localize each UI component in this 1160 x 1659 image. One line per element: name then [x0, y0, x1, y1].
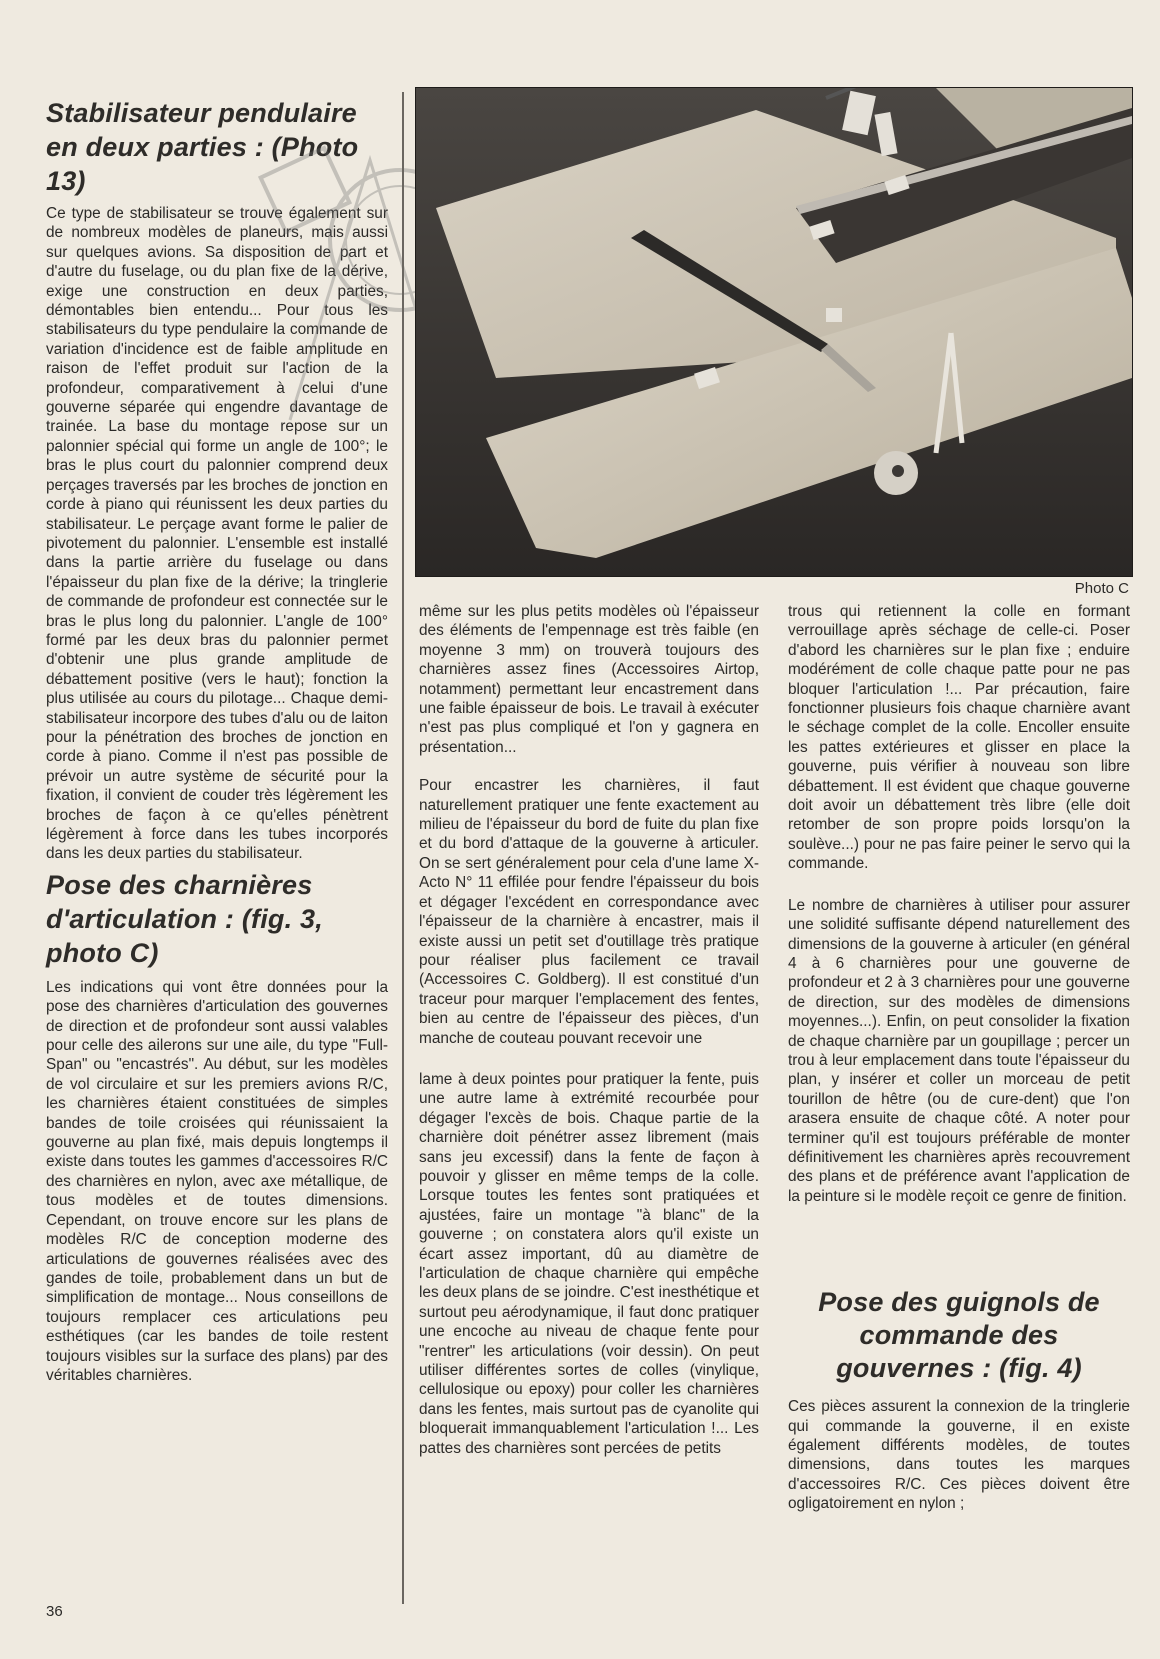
section-heading-guignols: Pose des guignols de commande des gouvernes : (fig. 4)	[818, 1287, 1100, 1384]
section-heading-stabilisateur: Stabilisateur pendulaire en deux parties : (Photo 13)	[46, 98, 359, 196]
paragraph-guignols: Ces pièces assurent la connexion de la tringlerie qui commande la gouverne, il en existe également différents modèles, de toutes dimensions, dans toutes les marques d'accessoires R/C. Ces pièces doivent être ogligatoirement en nylon ;	[788, 1398, 1130, 1513]
paragraph-middle-1: même sur les plus petits modèles où l'épaisseur des éléments de l'empennage est très faible (en moyenne 3 mm) on trouverà toujours des charnières assez fines (Accessoires Airtop, notamment) permettant leur encastrement dans une faible épaisseur de bois. Le travail à exécuter n'est pas plus compliqué et l'on y gagnera en présentation...	[419, 603, 759, 756]
right-column	[788, 602, 1130, 1514]
paragraph-middle-2: Pour encastrer les charnières, il faut naturellement pratiquer une fente exactement au milieu de l'épaisseur du bord de fuite du plan fixe et du bord d'attaque de la gouverne à articuler. On se sert généralement pour cela d'une lame X-Acto N° 11 effilée pour fendre l'épaisseur du bois et dégager l'excédent en correspondance avec l'épaisseur de la charnière à encastrer, mais il existe aussi un petit set d'outillage très pratique pour réaliser plus facilement ce travail (Accessoires C. Goldberg). Il est constitué d'un traceur pour marquer l'emplacement des fentes, bien au centre de l'épaisseur des pièces, d'un manche de couteau pouvant recevoir une	[419, 777, 759, 1047]
paragraph-right-2: Le nombre de charnières à utiliser pour assurer une solidité suffisante dépend naturellement des dimensions de la gouverne à articuler (en général 4 à 6 charnières pour une gouverne de profondeur et 2 à 3 charnières pour une gouverne de direction, sur des modèles de dimensions moyennes...). Enfin, on peut consolider la fixation de chaque charnière par un goupillage ; percer un trou à leur emplacement dans toute l'épaisseur du plan, y insérer et coller un morceau de petit tourillon de hêtre (ou de cure-dent) que l'on arasera ensuite de chaque côté. A noter pour terminer qu'il est toujours préférable de monter définitivement les charnières après recouvrement des plans et de préférence avant l'application de la peinture si le modèle reçoit ce genre de finition.	[788, 896, 1130, 1205]
column-divider	[402, 92, 404, 1604]
section-heading-charnieres: Pose des charnières d'articulation : (fig. 3, photo C)	[46, 869, 323, 968]
page-number: 36	[46, 1603, 63, 1620]
paragraph-charnieres-intro: Les indications qui vont être données pour la pose des charnières d'articulation des gouvernes de direction et de profondeur sont aussi valables pour celle des ailerons sur une aile, du type "Full-Span" ou "encastrés". Au début, sur les modèles de vol circulaire et sur les premiers avions R/C, les charnières étaient constituées de simples bandes de toile croisées qui réunissaient la gouverne au plan fixé, mais depuis longtemps il existe dans toutes les gammes d'accessoires R/C des charnières en nylon, avec axe métallique, de tous modèles et de toutes dimensions. Cependant, on trouve encore sur les plans de modèles R/C de conception moderne des articulations de gouvernes réalisées avec des gandes de toile, probablement dans un but de simplification de montage... Nous conseillons de toujours remplacer ces articulations peu esthétiques (car les bandes de toile restent toujours visibles sur la surface des plans) par des véritables charnières.	[46, 978, 388, 1384]
paragraph-stabilisateur: Ce type de stabilisateur se trouve également sur de nombreux modèles de planeurs, mais aussi sur quelques avions. Sa disposition de part et d'autre du fuselage, ou du plan fixe de la dérive, exige une construction en deux parties, démontables bien entendu... Pour tous les stabilisateurs du type pendulaire la commande de variation d'incidence est de faible amplitude en raison de l'effet produit sur l'action de la profondeur, comparativement à celui d'une gouverne séparée qui engendre davantage de trainée. La base du montage repose sur un palonnier spécial qui forme un angle de 100°; le bras le plus court du palonnier comprend deux perçages traversés par les broches de jonction en corde à piano qui réunissent les deux parties du stabilisateur. Le perçage avant forme le palier de pivotement du palonnier. L'ensemble est installé dans la partie arrière du fuselage ou dans l'épaisseur du plan fixe de la dérive; la tringlerie de commande de profondeur est connectée sur le bras le plus long du palonnier. L'angle de 100° formé par les deux bras du palonnier permet d'obtenir une plus grande amplitude de débattement positive (vers le haut); fonction la plus utilisée au cours du pilotage... Chaque demi-stabilisateur incorpore des tubes d'alu ou de laiton pour la pénétration des broches de jonction en corde à piano. Comme il n'est pas possible de prévoir un autre système de sécurité pour la fixation, il convient de couder très légèrement les broches de façon à ce qu'elles pénètrent légèrement à force dans les tubes incorporés dans les deux parties du stabilisateur.	[46, 205, 388, 863]
paragraph-right-1: trous qui retiennent la colle en formant verrouillage après séchage de celle-ci. Poser d'abord les charnières sur le plan fixe ; enduire modérément de colle chaque patte pour ne pas bloquer l'articulation !... Par précaution, faire fonctionner plusieurs fois chaque charnière avant le séchage complet de la colle. Encoller ensuite les pattes extérieures et glisser en place la gouverne, puis vérifier à nouveau son libre débattement. Il est évident que chaque gouverne doit avoir un débattement très libre (elle doit retomber de son propre poids lorsqu'on la soulève...) pour ne pas faire peiner le servo qui la commande.	[788, 603, 1130, 873]
paragraph-middle-3: lame à deux pointes pour pratiquer la fente, puis une autre lame à extrémité recourbée pour dégager l'excès de bois. Chaque partie de la charnière doit pénétrer assez librement (mais sans jeu excessif) dans la fente de façon à pouvoir y glisser en même temps de la colle. Lorsque toutes les fentes sont pratiquées et ajustées, faire un montage "à blanc" de la gouverne ; on constatera alors qu'il existe un écart assez important, dû au diamètre de l'articulation de chaque charnière qui empêche les deux plans de se joindre. C'est inesthétique et surtout peu aérodynamique, il faut donc pratiquer une encoche au niveau de chaque fente pour "rentrer" les articulations (voir dessin). On peut utiliser différentes sortes de colles (vinylique, cellulosique ou epoxy) pour coller les charnières dans les fentes, mais surtout pas de cyanolite qui bloquerait immanquablement l'articulation !... Les pattes des charnières sont percées de petits	[419, 1070, 759, 1457]
left-column	[46, 96, 388, 1385]
photo-caption: Photo C	[1074, 580, 1129, 597]
middle-column	[419, 602, 759, 1458]
photo-c-image	[415, 87, 1133, 577]
